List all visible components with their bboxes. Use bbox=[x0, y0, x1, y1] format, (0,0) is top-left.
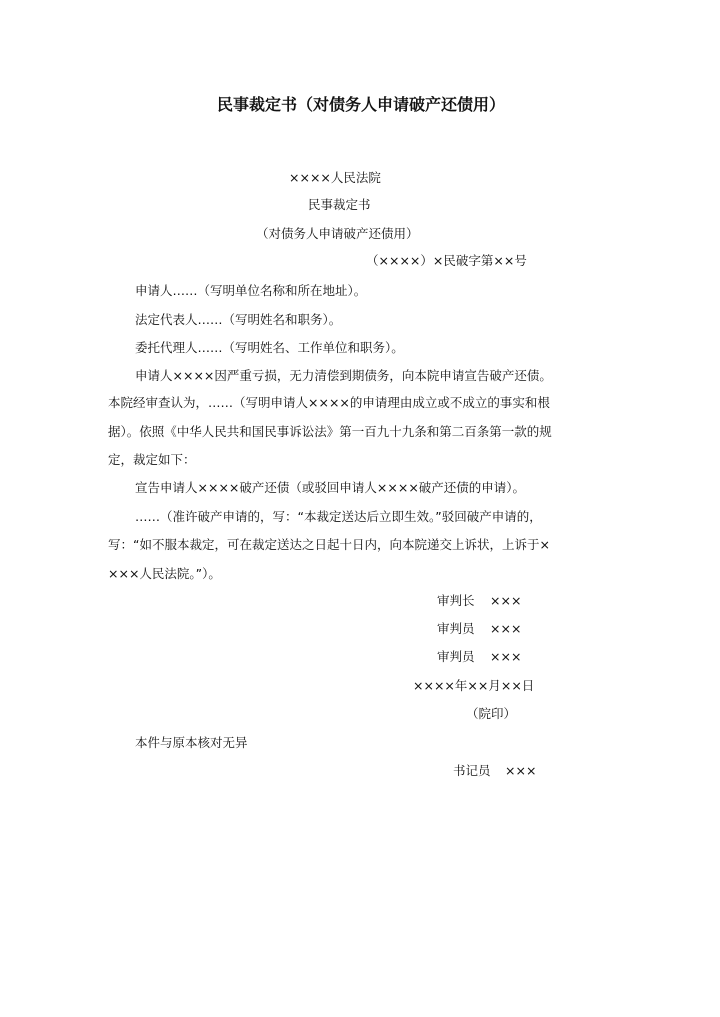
applicant-line: 申请人……（写明单位名称和所在地址）。 bbox=[135, 283, 367, 298]
document-type: 民事裁定书 bbox=[308, 197, 371, 212]
signature-presiding-judge bbox=[437, 593, 537, 609]
agent-line: 委托代理人……（写明姓名、工作单位和职务）。 bbox=[135, 340, 404, 355]
body-line: 定，裁定如下： bbox=[108, 452, 196, 467]
note-line: 写：“如不服本裁定，可在裁定送达之日起十日内，向本院递交上诉状，上诉于× bbox=[108, 537, 550, 552]
signature-name: ××× bbox=[505, 763, 537, 778]
ruling-date: ××××年××月××日 bbox=[413, 678, 535, 693]
signature-role: 审判员 bbox=[437, 621, 475, 636]
court-seal-note: （院印） bbox=[466, 706, 517, 721]
certification-line: 本件与原本核对无异 bbox=[135, 735, 248, 750]
document-subtitle: （对债务人申请破产还债用） bbox=[256, 226, 419, 241]
signature-judge bbox=[437, 621, 537, 637]
case-number: （××××）×民破字第××号 bbox=[366, 253, 527, 268]
note-line: ×××人民法院。”）。 bbox=[108, 566, 221, 581]
body-line: 本院经审查认为，……（写明申请人××××的申请理由成立或不成立的事实和根 bbox=[108, 395, 550, 410]
signature-name: ××× bbox=[490, 649, 522, 664]
body-line: 申请人××××因严重亏损，无力清偿到期债务，向本院申请宣告破产还债。 bbox=[135, 368, 552, 383]
body-line: 据）。依照《中华人民共和国民事诉讼法》第一百九十九条和第二百条第一款的规 bbox=[108, 424, 552, 439]
note-line: ……（准许破产申请的，写：“本裁定送达后立即生效。”驳回破产申请的， bbox=[135, 509, 542, 524]
signature-name: ××× bbox=[490, 621, 522, 636]
court-name: ××××人民法院 bbox=[289, 170, 381, 185]
signature-role: 审判长 bbox=[437, 593, 475, 608]
legal-representative-line: 法定代表人……（写明姓名和职务）。 bbox=[135, 312, 342, 327]
signature-role: 书记员 bbox=[453, 763, 491, 778]
signature-name: ××× bbox=[490, 593, 522, 608]
signature-role: 审判员 bbox=[437, 649, 475, 664]
ruling-line: 宣告申请人××××破产还债（或驳回申请人××××破产还债的申请）。 bbox=[135, 480, 526, 495]
signature-clerk bbox=[453, 763, 553, 779]
signature-judge bbox=[437, 649, 537, 665]
document-title: 民事裁定书（对债务人申请破产还债用） bbox=[216, 95, 505, 114]
